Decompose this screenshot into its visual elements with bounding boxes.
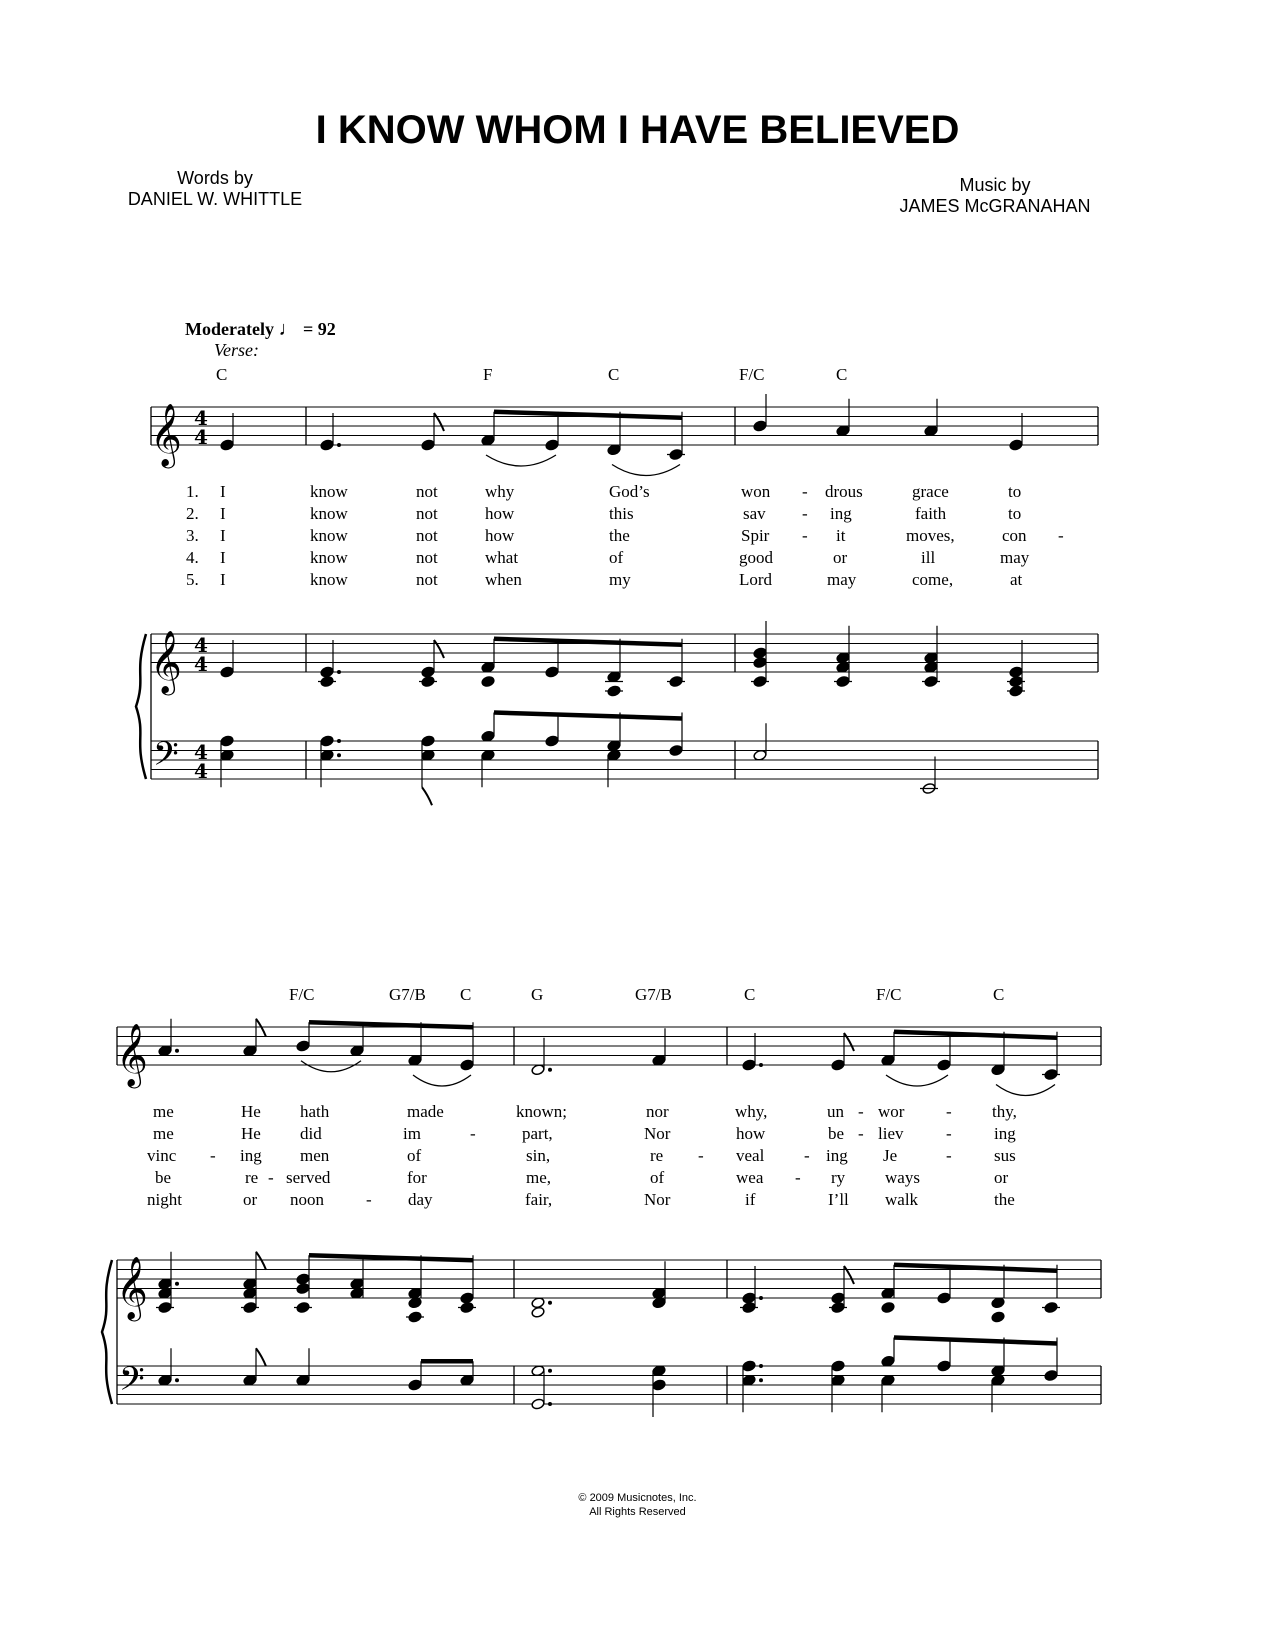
lyric-syllable: men bbox=[300, 1146, 330, 1165]
lyric-syllable: served bbox=[286, 1168, 331, 1187]
lyric-syllable: Je bbox=[883, 1146, 898, 1165]
lyric-syllable: not bbox=[416, 548, 438, 567]
note-head bbox=[545, 439, 559, 451]
lyric-syllable: not bbox=[416, 504, 438, 523]
lyric-hyphen: - bbox=[802, 526, 808, 545]
lyric-syllable: or bbox=[833, 548, 848, 567]
beam bbox=[494, 713, 682, 719]
augmentation-dot bbox=[175, 1049, 179, 1053]
chord-symbol: F bbox=[483, 365, 493, 384]
beam bbox=[894, 1338, 1057, 1344]
note-head bbox=[753, 420, 767, 432]
lyric-syllable: re bbox=[650, 1146, 664, 1165]
lyric-syllable: at bbox=[1010, 570, 1023, 589]
lyric-syllable: He bbox=[241, 1102, 261, 1121]
lyric-syllable: not bbox=[416, 526, 438, 545]
bass-clef-icon: 𝄢 bbox=[153, 735, 179, 782]
lyric-syllable: ing bbox=[826, 1146, 848, 1165]
lyric-syllable: He bbox=[241, 1124, 261, 1143]
lyric-hyphen: - bbox=[795, 1168, 801, 1187]
augmentation-dot bbox=[337, 753, 341, 757]
lyric-hyphen: - bbox=[858, 1124, 864, 1143]
note-head bbox=[831, 1059, 845, 1071]
lyric-syllable: Lord bbox=[739, 570, 773, 589]
lyric-syllable: moves, bbox=[906, 526, 955, 545]
lyric-syllable: known; bbox=[516, 1102, 567, 1121]
slur bbox=[886, 1075, 948, 1086]
lyric-syllable: come, bbox=[912, 570, 954, 589]
lyric-syllable: why bbox=[485, 482, 515, 501]
note-head bbox=[753, 647, 767, 659]
lyric-syllable: sin, bbox=[526, 1146, 551, 1165]
lyric-syllable: wor bbox=[878, 1102, 905, 1121]
note-head bbox=[531, 1398, 545, 1410]
lyric-syllable: the bbox=[609, 526, 630, 545]
lyric-hyphen: - bbox=[268, 1168, 274, 1187]
slur bbox=[413, 1075, 471, 1086]
brace bbox=[136, 634, 146, 779]
flag bbox=[256, 1019, 266, 1037]
lyric-syllable: to bbox=[1008, 482, 1022, 501]
lyric-syllable: how bbox=[485, 504, 515, 523]
lyric-syllable: fair, bbox=[525, 1190, 553, 1209]
chord-symbol: F/C bbox=[876, 985, 902, 1004]
lyric-syllable: re bbox=[245, 1168, 259, 1187]
lyric-hyphen: - bbox=[1058, 526, 1064, 545]
lyric-syllable: ing bbox=[830, 504, 852, 523]
lyric-syllable: noon bbox=[290, 1190, 324, 1209]
lyric-syllable: if bbox=[745, 1190, 756, 1209]
lyric-syllable: wea bbox=[736, 1168, 764, 1187]
lyric-hyphen: - bbox=[802, 504, 808, 523]
lyric-syllable: I bbox=[220, 482, 226, 501]
chord-symbol: C bbox=[744, 985, 756, 1004]
augmentation-dot bbox=[175, 1282, 179, 1286]
lyric-hyphen: - bbox=[366, 1190, 372, 1209]
treble-clef-icon: 𝄞 bbox=[116, 1023, 148, 1086]
note-head bbox=[937, 1292, 951, 1304]
lyric-syllable: made bbox=[407, 1102, 444, 1121]
augmentation-dot bbox=[548, 1301, 552, 1305]
augmentation-dot bbox=[759, 1364, 763, 1368]
lyric-syllable: I bbox=[220, 526, 226, 545]
note-head bbox=[831, 1360, 845, 1372]
note-head bbox=[408, 1379, 422, 1391]
augmentation-dot bbox=[759, 1378, 763, 1382]
lyric-syllable: of bbox=[650, 1168, 665, 1187]
lyric-hyphen: - bbox=[470, 1124, 476, 1143]
lyric-syllable: ing bbox=[994, 1124, 1016, 1143]
note-head bbox=[320, 666, 334, 678]
lyric-syllable: ill bbox=[921, 548, 936, 567]
lyric-syllable: it bbox=[836, 526, 846, 545]
lyric-syllable: know bbox=[310, 526, 348, 545]
lyric-syllable: I’ll bbox=[828, 1190, 849, 1209]
note-head bbox=[881, 1301, 895, 1313]
chord-symbol: F/C bbox=[739, 365, 765, 384]
note-head bbox=[742, 1059, 756, 1071]
flag bbox=[256, 1348, 266, 1366]
lyric-hyphen: - bbox=[210, 1146, 216, 1165]
lyric-syllable: con bbox=[1002, 526, 1027, 545]
lyric-syllable: for bbox=[407, 1168, 427, 1187]
note-head bbox=[1009, 666, 1023, 678]
lyric-syllable: I bbox=[220, 570, 226, 589]
augmentation-dot bbox=[548, 1068, 552, 1072]
lyric-syllable: sav bbox=[743, 504, 766, 523]
chord-symbol: C bbox=[608, 365, 620, 384]
note-head bbox=[937, 1360, 951, 1372]
time-signature-bottom: 4 bbox=[194, 425, 208, 449]
treble-clef-icon: 𝄞 bbox=[116, 1256, 148, 1319]
note-head bbox=[320, 735, 334, 747]
note-head bbox=[220, 439, 234, 451]
lyric-syllable: im bbox=[403, 1124, 421, 1143]
lyric-syllable: thy, bbox=[992, 1102, 1017, 1121]
lyric-syllable: ing bbox=[240, 1146, 262, 1165]
lyric-syllable: know bbox=[310, 482, 348, 501]
lyric-syllable: sus bbox=[994, 1146, 1016, 1165]
note-head bbox=[937, 1059, 951, 1071]
chord-symbol: G7/B bbox=[389, 985, 426, 1004]
lyric-syllable: drous bbox=[825, 482, 863, 501]
lyric-syllable: what bbox=[485, 548, 519, 567]
lyric-syllable: I bbox=[220, 504, 226, 523]
note-head bbox=[742, 1292, 756, 1304]
note-head bbox=[220, 735, 234, 747]
lyric-syllable: Nor bbox=[644, 1124, 671, 1143]
slur bbox=[996, 1085, 1055, 1096]
lyric-syllable: why, bbox=[735, 1102, 768, 1121]
note-head bbox=[296, 1282, 310, 1294]
slur bbox=[301, 1061, 361, 1072]
lyric-syllable: know bbox=[310, 548, 348, 567]
lyric-syllable: may bbox=[1000, 548, 1030, 567]
lyric-syllable: Nor bbox=[644, 1190, 671, 1209]
lyric-syllable: did bbox=[300, 1124, 322, 1143]
flag bbox=[422, 787, 432, 805]
lyric-syllable: me bbox=[153, 1124, 174, 1143]
flag bbox=[434, 413, 444, 431]
song-title: I KNOW WHOM I HAVE BELIEVED bbox=[315, 108, 960, 152]
chord-symbol: C bbox=[836, 365, 848, 384]
time-signature-bottom: 4 bbox=[194, 759, 208, 783]
lyric-syllable: be bbox=[155, 1168, 172, 1187]
note-head bbox=[1044, 1369, 1058, 1381]
note-head bbox=[481, 675, 495, 687]
note-head bbox=[531, 1306, 545, 1318]
section-label: Verse: bbox=[214, 340, 259, 360]
lyric-hyphen: - bbox=[698, 1146, 704, 1165]
lyric-syllable: day bbox=[408, 1190, 433, 1209]
treble-clef-icon: 𝄞 bbox=[150, 403, 182, 466]
lyric-syllable: nor bbox=[646, 1102, 669, 1121]
lyric-syllable: my bbox=[609, 570, 631, 589]
augmentation-dot bbox=[337, 670, 341, 674]
lyric-syllable: night bbox=[147, 1190, 182, 1209]
tempo-bpm: = 92 bbox=[302, 319, 336, 339]
note-head bbox=[460, 1292, 474, 1304]
lyric-syllable: veal bbox=[736, 1146, 765, 1165]
copyright-line: © 2009 Musicnotes, Inc. bbox=[578, 1492, 697, 1504]
time-signature-top: 4 bbox=[194, 633, 208, 657]
lyric-syllable: or bbox=[243, 1190, 258, 1209]
time-signature-top: 4 bbox=[194, 406, 208, 430]
augmentation-dot bbox=[337, 739, 341, 743]
lyric-syllable: when bbox=[485, 570, 522, 589]
lyric-hyphen: - bbox=[946, 1102, 952, 1121]
lyric-syllable: know bbox=[310, 570, 348, 589]
lyric-syllable: me bbox=[153, 1102, 174, 1121]
lyric-syllable: liev bbox=[878, 1124, 904, 1143]
augmentation-dot bbox=[175, 1378, 179, 1382]
flag bbox=[434, 640, 444, 658]
note-head bbox=[991, 1311, 1005, 1323]
note-head bbox=[296, 1040, 310, 1052]
lyric-syllable: how bbox=[485, 526, 515, 545]
chord-symbol: C bbox=[460, 985, 472, 1004]
flag bbox=[844, 1266, 854, 1284]
lyric-syllable: part, bbox=[522, 1124, 553, 1143]
lyric-syllable: grace bbox=[912, 482, 949, 501]
augmentation-dot bbox=[759, 1296, 763, 1300]
lyric-syllable: not bbox=[416, 570, 438, 589]
augmentation-dot bbox=[337, 443, 341, 447]
lyric-syllable: God’s bbox=[609, 482, 650, 501]
lyric-syllable: the bbox=[994, 1190, 1015, 1209]
lyric-hyphen: - bbox=[946, 1146, 952, 1165]
verse-number: 4. bbox=[186, 548, 199, 567]
lyricist-name: DANIEL W. WHITTLE bbox=[127, 189, 303, 209]
lyric-syllable: walk bbox=[885, 1190, 919, 1209]
bass-clef-icon: 𝄢 bbox=[119, 1360, 145, 1407]
chord-symbol: C bbox=[216, 365, 228, 384]
lyric-syllable: ry bbox=[831, 1168, 846, 1187]
note-head bbox=[220, 666, 234, 678]
flag bbox=[844, 1033, 854, 1051]
augmentation-dot bbox=[548, 1369, 552, 1373]
verse-number: 3. bbox=[186, 526, 199, 545]
treble-clef-icon: 𝄞 bbox=[150, 630, 182, 693]
augmentation-dot bbox=[759, 1063, 763, 1067]
lyric-syllable: me, bbox=[526, 1168, 552, 1187]
slur bbox=[486, 455, 556, 466]
lyric-hyphen: - bbox=[946, 1124, 952, 1143]
note-head bbox=[753, 656, 767, 668]
lyric-syllable: be bbox=[828, 1124, 845, 1143]
chord-symbol: G7/B bbox=[635, 985, 672, 1004]
rights-line: All Rights Reserved bbox=[589, 1506, 686, 1518]
time-signature-top: 4 bbox=[194, 740, 208, 764]
note-head bbox=[421, 439, 435, 451]
flag bbox=[256, 1252, 266, 1270]
quarter-note-icon: ♩ bbox=[278, 318, 299, 340]
lyric-syllable: may bbox=[827, 570, 857, 589]
lyric-syllable: of bbox=[609, 548, 624, 567]
lyric-syllable: Spir bbox=[741, 526, 770, 545]
note-head bbox=[421, 735, 435, 747]
lyric-syllable: I bbox=[220, 548, 226, 567]
note-head bbox=[831, 1292, 845, 1304]
lyric-hyphen: - bbox=[804, 1146, 810, 1165]
note-head bbox=[669, 744, 683, 756]
lyric-syllable: this bbox=[609, 504, 634, 523]
note-head bbox=[545, 666, 559, 678]
lyric-syllable: vinc bbox=[147, 1146, 177, 1165]
note-head bbox=[545, 735, 559, 747]
chord-symbol: F/C bbox=[289, 985, 315, 1004]
composer-name: JAMES McGRANAHAN bbox=[899, 196, 1091, 216]
note-head bbox=[296, 1273, 310, 1285]
lyric-syllable: how bbox=[736, 1124, 766, 1143]
note-head bbox=[652, 1379, 666, 1391]
brace bbox=[102, 1260, 112, 1404]
lyric-syllable: hath bbox=[300, 1102, 330, 1121]
time-signature-bottom: 4 bbox=[194, 652, 208, 676]
tempo-text: Moderately bbox=[185, 319, 274, 339]
lyric-syllable: un bbox=[827, 1102, 844, 1121]
lyric-syllable: won bbox=[741, 482, 771, 501]
lyric-syllable: ways bbox=[885, 1168, 920, 1187]
slur bbox=[612, 465, 680, 476]
verse-number: 5. bbox=[186, 570, 199, 589]
music-by-label: Music by bbox=[959, 175, 1031, 195]
note-head bbox=[742, 1360, 756, 1372]
lyric-syllable: know bbox=[310, 504, 348, 523]
note-head bbox=[421, 666, 435, 678]
chord-symbol: G bbox=[531, 985, 544, 1004]
note-head bbox=[460, 1059, 474, 1071]
lyric-syllable: to bbox=[1008, 504, 1022, 523]
lyric-syllable: faith bbox=[915, 504, 947, 523]
lyric-syllable: of bbox=[407, 1146, 422, 1165]
lyric-hyphen: - bbox=[858, 1102, 864, 1121]
augmentation-dot bbox=[548, 1402, 552, 1406]
note-head bbox=[1009, 439, 1023, 451]
lyric-syllable: or bbox=[994, 1168, 1009, 1187]
verse-number: 1. bbox=[186, 482, 199, 501]
verse-number: 2. bbox=[186, 504, 199, 523]
lyric-hyphen: - bbox=[802, 482, 808, 501]
lyric-syllable: not bbox=[416, 482, 438, 501]
note-head bbox=[320, 439, 334, 451]
words-by-label: Words by bbox=[177, 168, 253, 188]
chord-symbol: C bbox=[993, 985, 1005, 1004]
lyric-syllable: good bbox=[739, 548, 773, 567]
